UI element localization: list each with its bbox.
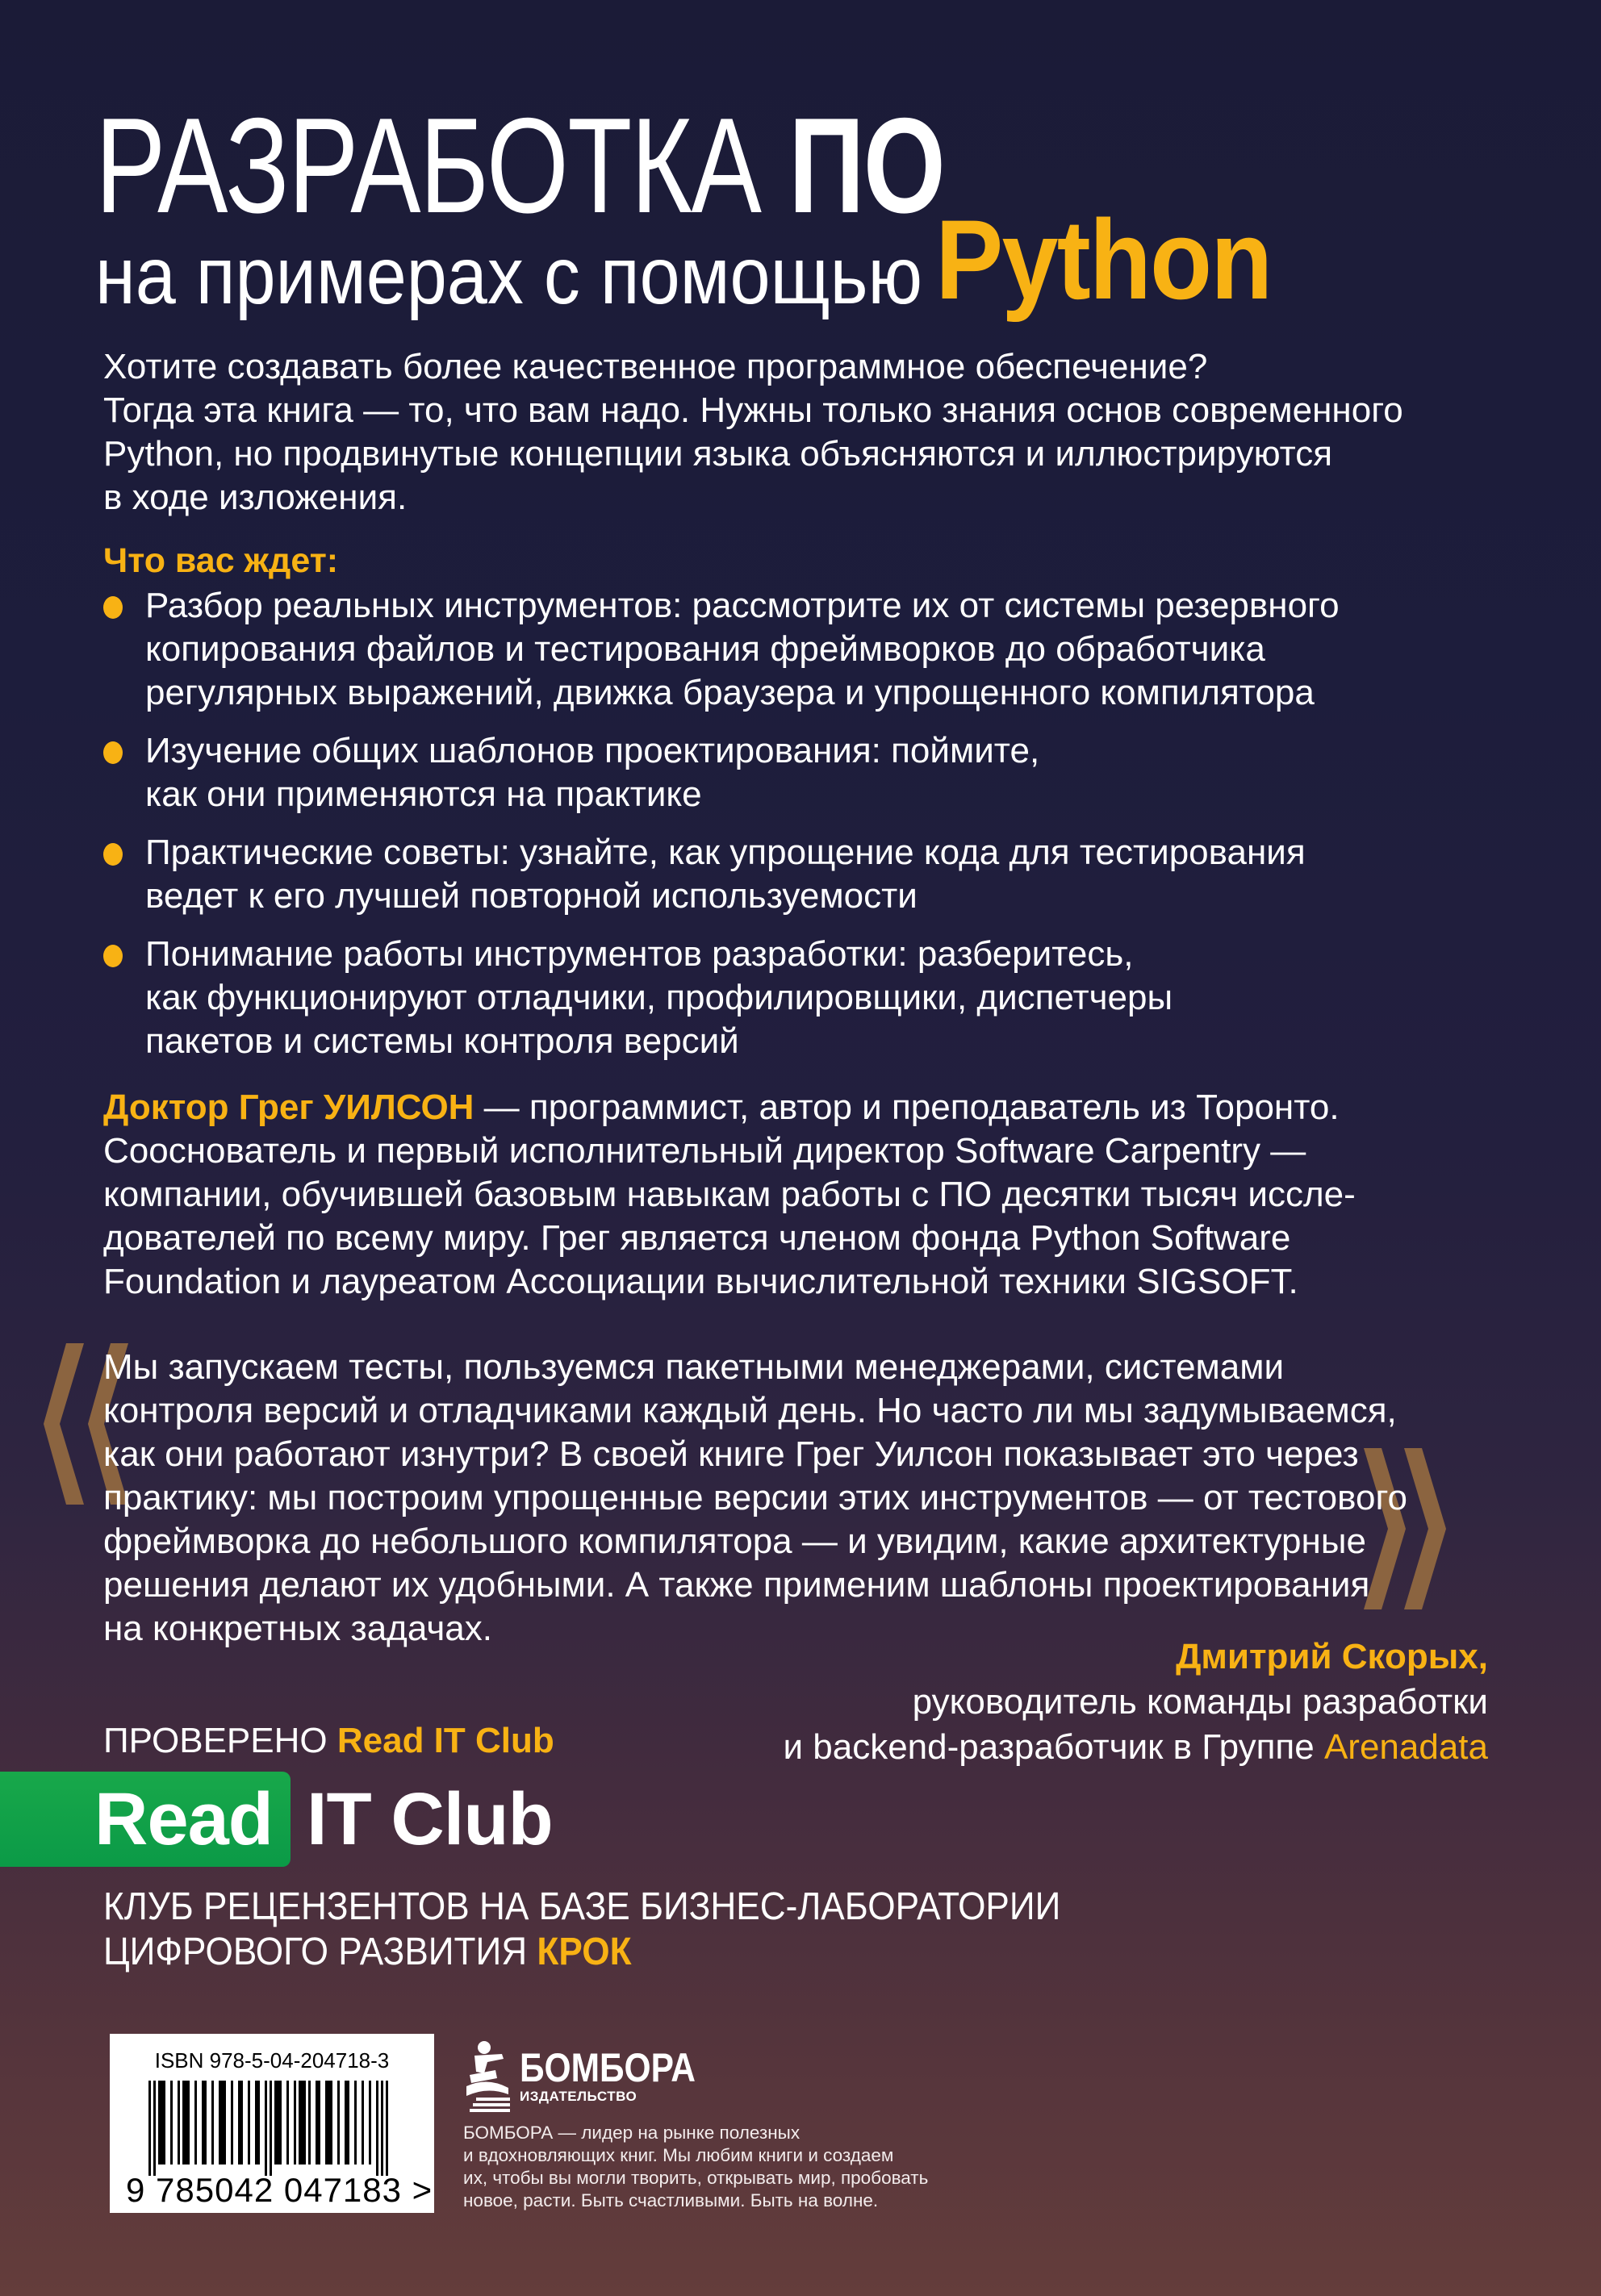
- bio-line: Foundation и лауреатом Ассоциации вычислительной техники SIGSOFT.: [103, 1262, 1298, 1301]
- isbn-barcode: [110, 2034, 434, 2213]
- quote-line: контроля версий и отладчиками каждый день. Но часто ли мы задумываемся,: [103, 1391, 1397, 1430]
- feature-line: Понимание работы инструментов разработки: разберитесь,: [145, 934, 1134, 974]
- feature-line: как функционируют отладчики, профилировщики, диспетчеры: [145, 978, 1173, 1017]
- title-regular: РАЗРАБОТКА: [95, 90, 761, 241]
- checked-club: Read IT Club: [337, 1721, 554, 1760]
- reviewer-role: [783, 1725, 1488, 1770]
- isbn-number: ISBN 978-5-04-204718-3: [154, 2048, 390, 2073]
- feature-item: [103, 584, 1524, 715]
- reviewer-role: руководитель команды разработки: [912, 1682, 1488, 1722]
- read-it-club-logo: [0, 1772, 553, 1867]
- intro-line: в ходе изложения.: [103, 478, 408, 517]
- publisher-name: БОМБОРА: [520, 2045, 696, 2090]
- bio-text: — программист, автор и преподаватель из Торонто.: [474, 1087, 1340, 1127]
- bio-line: Сооснователь и первый исполнительный директор Software Carpentry —: [103, 1131, 1306, 1171]
- feature-line: как они применяются на практике: [145, 774, 702, 814]
- club-desc-line: КЛУБ РЕЦЕНЗЕНТОВ НА БАЗЕ БИЗНЕС-ЛАБОРАТОРИИ: [103, 1885, 1061, 1928]
- publisher-desc-line: и вдохновляющих книг. Мы любим книги и создаем: [463, 2145, 894, 2165]
- bio-line: компании, обучившей базовым навыкам работы с ПО десятки тысяч иссле-: [103, 1175, 1356, 1214]
- book-title-line1: [95, 90, 945, 241]
- intro-line: Тогда эта книга — то, что вам надо. Нужны только знания основ современного: [103, 390, 1403, 430]
- bio-line: дователей по всему миру. Грег является членом фонда Python Software: [103, 1218, 1291, 1258]
- quote-line: фреймворка до небольшого компилятора — и увидим, какие архитектурные: [103, 1522, 1366, 1561]
- reviewer-attribution: [783, 1634, 1488, 1770]
- publisher-logo: [463, 2036, 726, 2117]
- bombora-surfer-icon: [463, 2038, 515, 2115]
- book-title-line2: [95, 196, 1272, 324]
- bullet-icon: [103, 596, 123, 619]
- feature-item: [103, 933, 1524, 1063]
- subtitle-python: Python: [935, 196, 1272, 323]
- bullet-icon: [103, 945, 123, 967]
- bullet-icon: [103, 843, 123, 866]
- barcode-bars-icon: [148, 2081, 391, 2176]
- quote-line: решения делают их удобными. А также применим шаблоны проектирования: [103, 1565, 1370, 1605]
- features-list: [103, 584, 1524, 1078]
- quote-line: Мы запускаем тесты, пользуемся пакетными менеджерами, системами: [103, 1347, 1285, 1387]
- intro-line: Python, но продвинутые концепции языка объясняются и иллюстрируются: [103, 434, 1333, 474]
- logo-green-block: [0, 1772, 291, 1867]
- quote-line: на конкретных задачах.: [103, 1609, 492, 1648]
- publisher-description: [463, 2122, 1028, 2212]
- features-heading: Что вас ждет:: [103, 541, 339, 580]
- quote-line: как они работают изнутри? В своей книге Грег Уилсон показывает это через: [103, 1434, 1359, 1474]
- quote-line: практику: мы построим упрощенные версии этих инструментов — от тестового: [103, 1478, 1408, 1517]
- publisher-desc-line: новое, расти. Быть счастливыми. Быть на волне.: [463, 2190, 879, 2210]
- intro-paragraph: [103, 345, 1524, 520]
- feature-line: регулярных выражений, движка браузера и упрощенного компилятора: [145, 673, 1315, 712]
- publisher-desc-line: их, чтобы вы могли творить, открывать мир, пробовать: [463, 2168, 929, 2188]
- checked-by-label: [103, 1718, 554, 1764]
- barcode-digits: 9 785042 047183 >: [126, 2171, 433, 2209]
- reviewer-company: Arenadata: [1323, 1727, 1488, 1767]
- feature-line: Изучение общих шаблонов проектирования: поймите,: [145, 731, 1040, 770]
- feature-line: копирования файлов и тестирования фреймворков до обработчика: [145, 629, 1265, 669]
- author-name: Доктор Грег УИЛСОН: [103, 1087, 474, 1127]
- feature-line: Разбор реальных инструментов: рассмотрите их от системы резервного: [145, 586, 1340, 625]
- club-description: [103, 1885, 1060, 1975]
- reviewer-role-text: и backend-разработчик в Группе: [783, 1727, 1324, 1767]
- feature-item: [103, 831, 1524, 918]
- club-desc-line: [103, 1930, 1060, 1975]
- logo-read-word: Read: [94, 1777, 273, 1860]
- bio-line: [103, 1086, 1524, 1129]
- checked-text: ПРОВЕРЕНО: [103, 1721, 337, 1760]
- feature-line: Практические советы: узнайте, как упрощение кода для тестирования: [145, 833, 1306, 872]
- publisher-desc-line: БОМБОРА — лидер на рынке полезных: [463, 2123, 800, 2143]
- club-desc-text: ЦИФРОВОГО РАЗВИТИЯ: [103, 1931, 537, 1973]
- krok-name: КРОК: [537, 1931, 632, 1973]
- feature-item: [103, 729, 1524, 816]
- reviewer-name: Дмитрий Скорых,: [1176, 1637, 1488, 1676]
- logo-it-club: IT Club: [307, 1777, 553, 1860]
- author-bio: [103, 1086, 1524, 1304]
- intro-line: Хотите создавать более качественное программное обеспечение?: [103, 347, 1208, 386]
- feature-line: пакетов и системы контроля версий: [145, 1021, 739, 1061]
- title-bold: ПО: [788, 90, 945, 241]
- bullet-icon: [103, 741, 123, 764]
- publisher-name-block: [520, 2045, 726, 2106]
- feature-line: ведет к его лучшей повторной используемости: [145, 876, 918, 916]
- review-quote: [103, 1346, 1427, 1651]
- publisher-subtitle: ИЗДАТЕЛЬСТВО: [520, 2089, 637, 2104]
- subtitle-regular: на примерах с помощью: [95, 231, 923, 321]
